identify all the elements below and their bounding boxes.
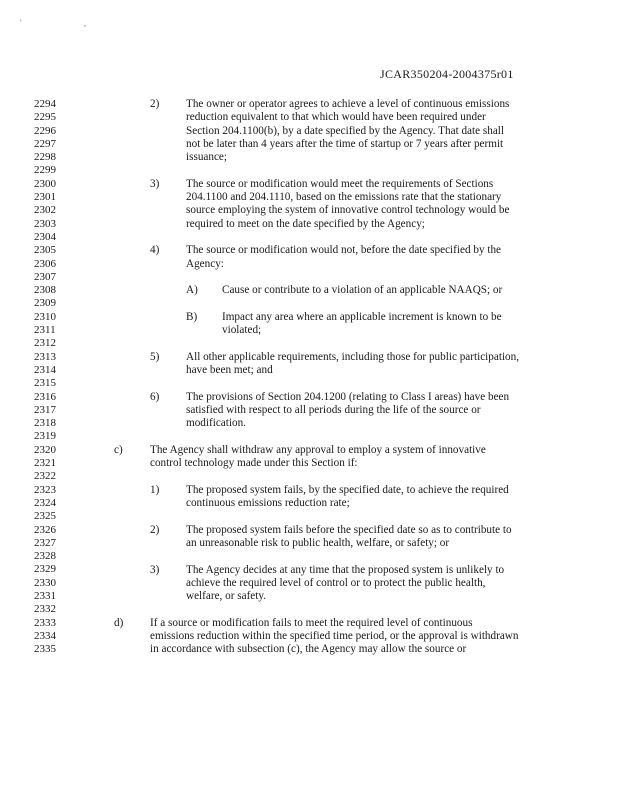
line-number: 2326 — [34, 523, 56, 536]
text-line: have been met; and — [186, 364, 273, 376]
item-label: 2) — [150, 98, 160, 110]
text-line: achieve the required level of control or to protect the public health, — [186, 576, 486, 589]
text-line: Agency: — [186, 257, 224, 270]
line-number: 2319 — [34, 430, 56, 443]
line-number: 2310 — [34, 310, 56, 323]
line-number: 2329 — [34, 563, 56, 576]
line-number: 2312 — [34, 337, 56, 350]
text-line: reduction equivalent to that which would have been required under — [186, 111, 486, 124]
text-line: The proposed system fails, by the specified date, to achieve the required — [186, 483, 509, 496]
line-number: 2321 — [34, 457, 56, 470]
line-number: 2324 — [34, 496, 56, 509]
text-line: issuance; — [186, 151, 228, 164]
item-label: A) — [186, 284, 198, 297]
text-line: If a source or modification fails to meet the required level of continuous — [150, 616, 473, 629]
line-number: 2308 — [34, 284, 56, 297]
item-label: B) — [186, 310, 198, 323]
text-line: modification. — [186, 417, 246, 430]
line-number: 2332 — [34, 603, 56, 616]
line-number-column — [34, 98, 74, 656]
line-number: 2317 — [34, 403, 56, 416]
text-line: The owner or operator agrees to achieve a level of continuous emissions — [186, 98, 510, 110]
text-line: control technology made under this Section if: — [150, 457, 358, 470]
text-line: source employing the system of innovative control technology would be — [186, 204, 510, 217]
item-label: 4) — [150, 244, 160, 257]
item-label: 6) — [150, 390, 160, 403]
line-number: 2297 — [34, 137, 56, 150]
line-number: 2313 — [34, 350, 56, 363]
document-header: JCAR350204-2004375r01 — [380, 67, 514, 81]
line-number: 2316 — [34, 390, 56, 403]
line-number: 2295 — [34, 111, 56, 124]
line-number: 2302 — [34, 204, 56, 217]
text-line: The provisions of Section 204.1200 (relating to Class I areas) have been — [186, 390, 510, 403]
line-number: 2327 — [34, 536, 56, 549]
line-number: 2331 — [34, 589, 56, 602]
text-line: violated; — [222, 324, 262, 337]
line-number: 2299 — [34, 164, 56, 177]
text-line: Section 204.1100(b), by a date specified by the Agency. That date shall — [186, 124, 505, 137]
text-line: The Agency shall withdraw any approval to employ a system of innovative — [150, 443, 486, 456]
line-number: 2304 — [34, 230, 56, 243]
item-label: 5) — [150, 350, 160, 363]
text-line: 204.1100 and 204.1110, based on the emissions rate that the stationary — [186, 191, 502, 204]
scan-specks: ' , — [20, 18, 117, 28]
line-number: 2307 — [34, 270, 56, 283]
line-number: 2309 — [34, 297, 56, 310]
text-line: The proposed system fails before the specified date so as to contribute to — [186, 523, 512, 536]
line-number: 2303 — [34, 217, 56, 230]
text-line: Cause or contribute to a violation of an applicable NAAQS; or — [222, 284, 503, 297]
line-number: 2320 — [34, 443, 56, 456]
line-number: 2294 — [34, 98, 56, 110]
text-line: satisfied with respect to all periods during the life of the source or — [186, 403, 481, 416]
line-number: 2323 — [34, 483, 56, 496]
text-line: not be later than 4 years after the time of startup or 7 years after permit — [186, 137, 504, 150]
line-number: 2311 — [34, 324, 56, 337]
text-line: The Agency decides at any time that the proposed system is unlikely to — [186, 563, 505, 576]
line-number: 2333 — [34, 616, 56, 629]
line-number: 2314 — [34, 363, 56, 376]
text-line: Impact any area where an applicable increment is known to be — [222, 310, 502, 323]
line-number: 2301 — [34, 191, 56, 204]
item-label: c) — [114, 443, 123, 456]
item-label: 3) — [150, 563, 160, 576]
text-line: required to meet on the date specified by the Agency; — [186, 217, 425, 230]
line-number: 2318 — [34, 417, 56, 430]
text-line: an unreasonable risk to public health, welfare, or safety; or — [186, 536, 450, 549]
text-line: The source or modification would meet the requirements of Sections — [186, 177, 494, 190]
text-line: emissions reduction within the specified time period, or the approval is withdrawn — [150, 630, 519, 642]
line-number: 2296 — [34, 124, 56, 137]
line-number: 2298 — [34, 151, 56, 164]
item-label: 1) — [150, 483, 160, 496]
text-line: welfare, or safety. — [186, 590, 267, 603]
line-number: 2334 — [34, 629, 56, 642]
item-label: d) — [114, 616, 124, 629]
line-number: 2322 — [34, 470, 56, 483]
line-number: 2335 — [34, 643, 56, 656]
item-label: 3) — [150, 177, 160, 190]
line-number: 2306 — [34, 257, 56, 270]
line-number: 2328 — [34, 550, 56, 563]
text-line: The source or modification would not, before the date specified by the — [186, 244, 502, 257]
line-number: 2330 — [34, 576, 56, 589]
line-number: 2315 — [34, 377, 56, 390]
text-line: continuous emissions reduction rate; — [186, 497, 350, 509]
line-number: 2325 — [34, 510, 56, 523]
text-line: All other applicable requirements, including those for public participation, — [186, 350, 520, 363]
text-line: in accordance with subsection (c), the Agency may allow the source or — [150, 643, 467, 656]
line-number: 2305 — [34, 244, 56, 257]
line-number: 2300 — [34, 177, 56, 190]
item-label: 2) — [150, 523, 160, 536]
